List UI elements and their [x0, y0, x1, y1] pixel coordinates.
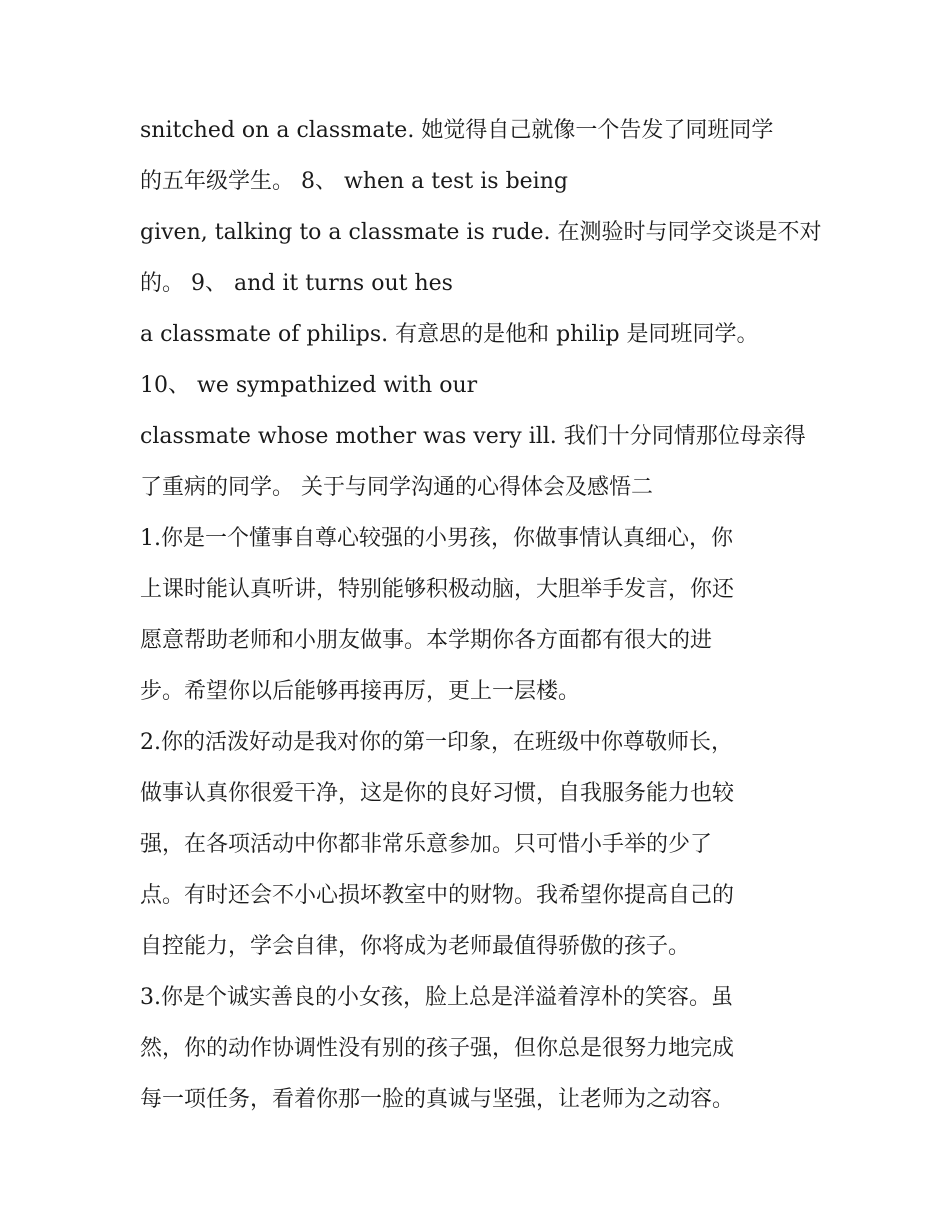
text-line: 了重病的同学。 关于与同学沟通的心得体会及感悟二 — [140, 475, 653, 500]
text-line: 上课时能认真听讲，特别能够积极动脑，大胆举手发言，你还 — [140, 577, 735, 602]
text-line: 2.你的活泼好动是我对你的第一印象，在班级中你尊敬师长， — [140, 730, 733, 755]
text-line: 点。有时还会不小心损坏教室中的财物。我希望你提高自己的 — [140, 883, 735, 908]
text-line: 自控能力，学会自律，你将成为老师最值得骄傲的孩子。 — [140, 934, 691, 959]
text-line: 3.你是个诚实善良的小女孩，脸上总是洋溢着淳朴的笑容。虽 — [140, 985, 733, 1010]
document-body — [140, 105, 830, 1125]
text-line: 强，在各项活动中你都非常乐意参加。只可惜小手举的少了 — [140, 832, 713, 857]
text-line: 10、 we sympathized with our — [140, 373, 478, 398]
text-line: 做事认真你很爱干净，这是你的良好习惯，自我服务能力也较 — [140, 781, 735, 806]
text-line: 然，你的动作协调性没有别的孩子强，但你总是很努力地完成 — [140, 1036, 735, 1061]
text-line: 愿意帮助老师和小朋友做事。本学期你各方面都有很大的进 — [140, 628, 713, 653]
text-line: 的五年级学生。 8、 when a test is being — [140, 169, 568, 194]
text-line: 步。希望你以后能够再接再厉，更上一层楼。 — [140, 679, 581, 704]
text-line: 1.你是一个懂事自尊心较强的小男孩，你做事情认真细心，你 — [140, 526, 733, 551]
text-line: 每一项任务，看着你那一脸的真诚与坚强，让老师为之动容。 — [140, 1087, 735, 1112]
text-line: 的。 9、 and it turns out hes — [140, 271, 453, 296]
text-line: snitched on a classmate. 她觉得自己就像一个告发了同班同学 — [140, 118, 774, 143]
text-line: classmate whose mother was very ill. 我们十分同情那位母亲得 — [140, 424, 806, 449]
text-line: a classmate of philips. 有意思的是他和 philip 是同班同学。 — [140, 322, 759, 347]
text-line: given, talking to a classmate is rude. 在测验时与同学交谈是不对 — [140, 220, 822, 245]
